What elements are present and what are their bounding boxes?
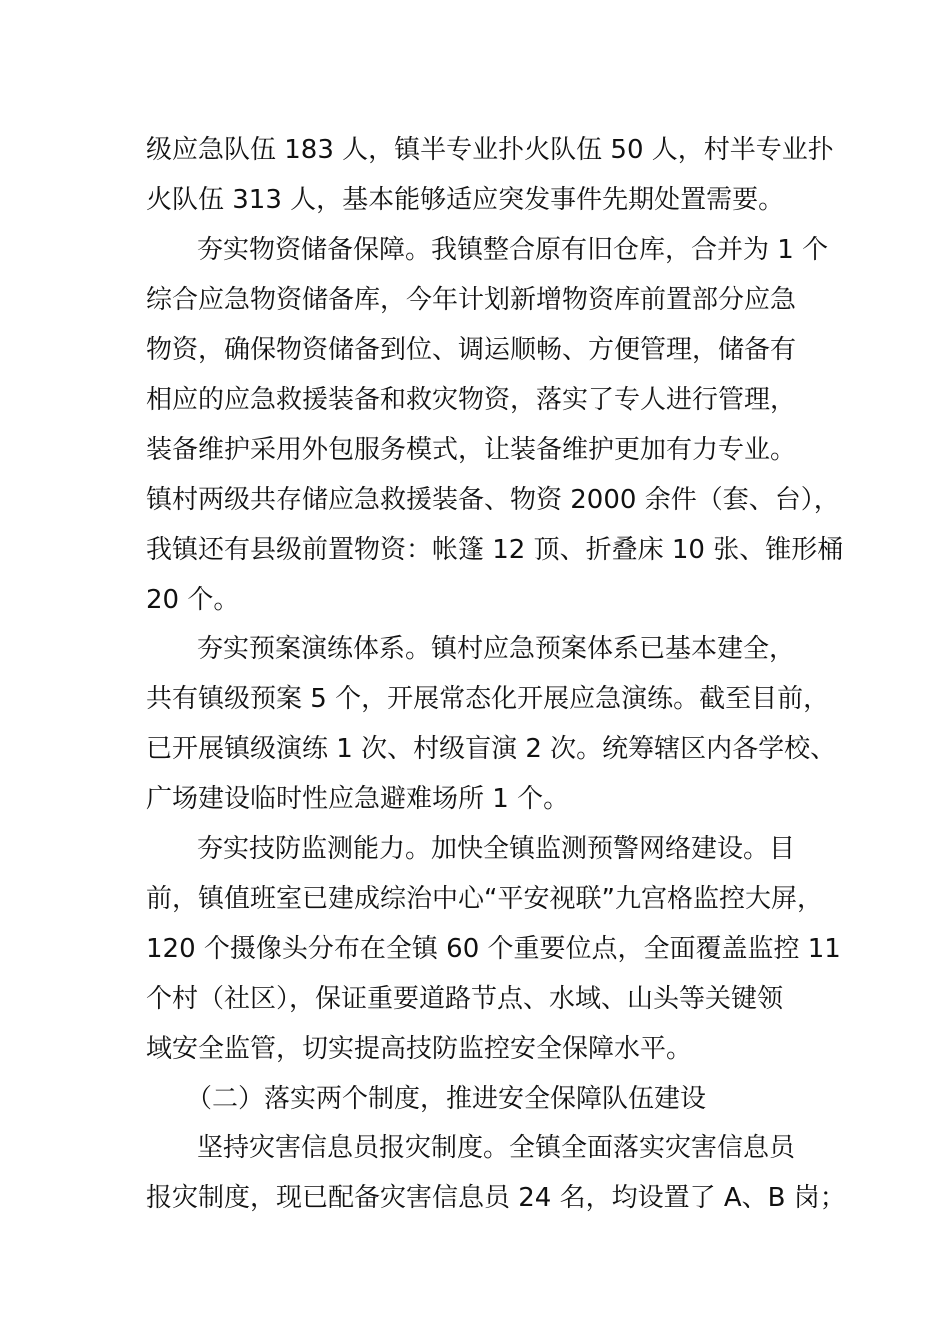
text-line: 我镇还有县级前置物资：帐篷 12 顶、折叠床 10 张、锥形桶 [146, 535, 844, 565]
text-line: 广场建设临时性应急避难场所 1 个。 [146, 784, 570, 814]
paragraph-start-line: 夯实技防监测能力。加快全镇监测预警网络建设。目 [197, 834, 796, 864]
paragraph-start-line: 夯实物资储备保障。我镇整合原有旧仓库，合并为 1 个 [197, 235, 829, 265]
text-line: 报灾制度，现已配备灾害信息员 24 名，均设置了 A、B 岗； [146, 1183, 846, 1213]
paragraph-start-line: 坚持灾害信息员报灾制度。全镇全面落实灾害信息员 [197, 1133, 796, 1163]
text-line: 共有镇级预案 5 个，开展常态化开展应急演练。截至目前， [146, 684, 830, 714]
text-line: 20 个。 [146, 585, 240, 615]
text-line: 个村（社区），保证重要道路节点、水域、山头等关键领 [146, 984, 784, 1014]
paragraph-start-line: 夯实预案演练体系。镇村应急预案体系已基本建全， [197, 634, 796, 664]
text-line: 已开展镇级演练 1 次、村级盲演 2 次。统筹辖区内各学校、 [146, 734, 837, 764]
text-line: 物资，确保物资储备到位、调运顺畅、方便管理，储备有 [146, 335, 797, 365]
text-line: 装备维护采用外包服务模式，让装备维护更加有力专业。 [146, 435, 797, 465]
text-line: 镇村两级共存储应急救援装备、物资 2000 余件（套、台）， [146, 485, 840, 515]
section-heading: （二）落实两个制度，推进安全保障队伍建设 [186, 1084, 707, 1114]
text-line: 级应急队伍 183 人，镇半专业扑火队伍 50 人，村半专业扑 [146, 135, 834, 165]
text-line: 前，镇值班室已建成综治中心“平安视联”九宫格监控大屏， [146, 884, 823, 914]
text-line: 相应的应急救援装备和救灾物资，落实了专人进行管理， [146, 385, 797, 415]
text-line: 120 个摄像头分布在全镇 60 个重要位点，全面覆盖监控 11 [146, 934, 841, 964]
text-line: 域安全监管，切实提高技防监控安全保障水平。 [146, 1034, 693, 1064]
text-line: 火队伍 313 人，基本能够适应突发事件先期处置需要。 [146, 185, 785, 215]
text-line: 综合应急物资储备库，今年计划新增物资库前置部分应急 [146, 285, 797, 315]
